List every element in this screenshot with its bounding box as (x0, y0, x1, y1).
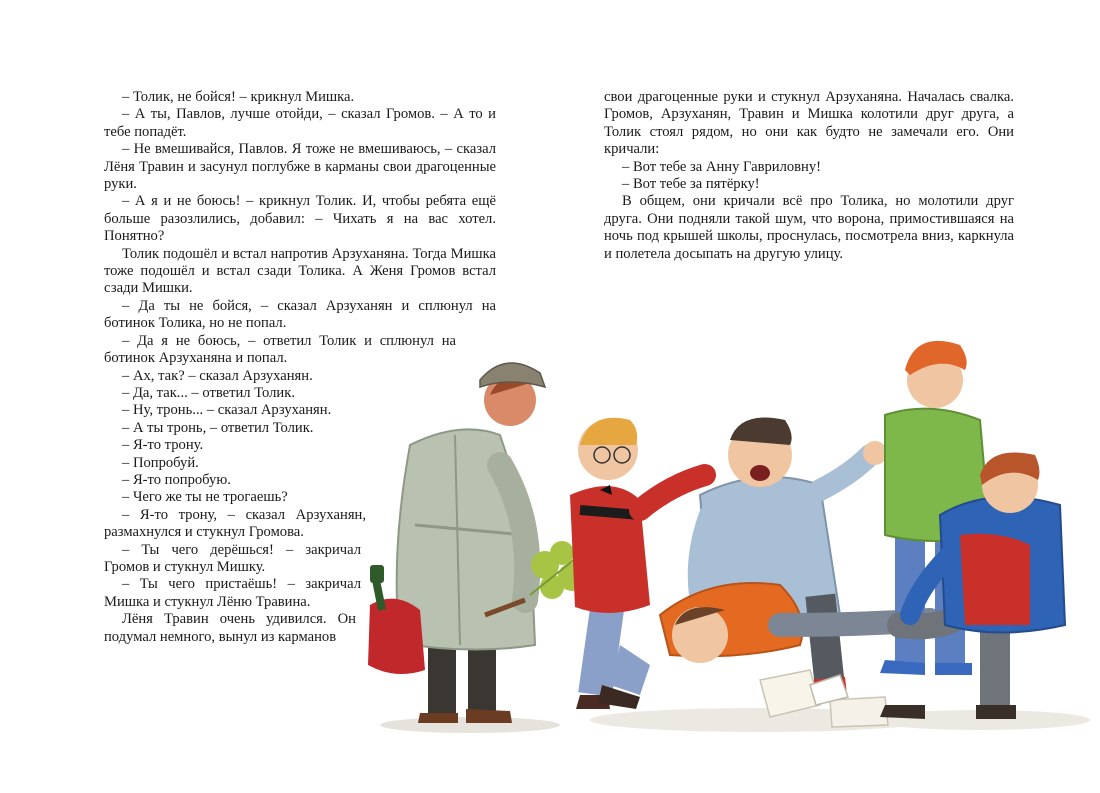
paragraph: – А я и не боюсь! – крикнул Толик. И, чтобы ребята ещё больше разозлились, добавил: – Чихать я на вас хотел. Понятно? (104, 193, 496, 245)
paragraph: – Ты чего дерёшься! – закричал Громов и стукнул Мишку. (104, 541, 361, 575)
paragraph: – Да ты не бойся, – сказал Арзуханян и сплюнул на ботинок Толика, но не попал. (104, 297, 496, 332)
paragraph: В общем, они кричали всё про Толика, но молотили друг друга. Они подняли такой шум, что ворона, примостившаяся на ночь под крышей школы, проснулась, посмотрела вниз, каркнула и полетела досыпать на другую улицу. (604, 193, 1014, 262)
paragraph: – Не вмешивайся, Павлов. Я тоже не вмешиваюсь, – сказал Лёня Травин и засунул поглубже в карманы свои драгоценные руки. (104, 141, 496, 193)
paragraph: – Вот тебе за Анну Гавриловну! (622, 158, 822, 175)
man-in-coat-figure (368, 363, 595, 723)
paragraph: – А ты, Павлов, лучше отойди, – сказал Громов. – А то и тебе попадёт. (104, 106, 496, 140)
paragraph: – Да, так... – ответил Толик. (122, 384, 295, 401)
paragraph: Толик подошёл и встал напротив Арзуханяна. Тогда Мишка тоже подошёл и встал сзади Толика. А Женя Громов встал сзади Мишки. (104, 245, 496, 297)
paragraph: – Я-то трону. (122, 437, 204, 454)
paragraph: – Да я не боюсь, – ответил Толик и сплюнул на ботинок Арзуханяна и попал. (104, 332, 456, 367)
paragraph: – Чего же ты не трогаешь? (122, 489, 288, 506)
paragraph: – Я-то трону, – сказал Арзуханян, размахнулся и стукнул Громова. (104, 506, 366, 541)
paragraph: – Ну, тронь... – сказал Арзуханян. (122, 402, 332, 419)
paragraph: – Я-то попробую. (122, 471, 231, 488)
paragraph: Лёня Травин очень удивился. Он подумал немного, вынул из карманов (104, 611, 356, 645)
paragraph: – Попробуй. (122, 454, 199, 471)
right-text-column (604, 89, 1014, 263)
paragraph: – Толик, не бойся! – крикнул Мишка. (122, 89, 355, 105)
paragraph: – Вот тебе за пятёрку! (622, 176, 760, 193)
fight-illustration (340, 325, 1100, 770)
paragraph: – Ты чего пристаёшь! – закричал Мишка и стукнул Лёню Травина. (104, 576, 361, 610)
paragraph: – Ах, так? – сказал Арзуханян. (122, 367, 313, 384)
paragraph: свои драгоценные руки и стукнул Арзуханяна. Началась свалка. Громов, Арзуханян, Травин и Мишка колотили друг друга, а Толик стоял рядом, но они как будто не замечали его. Они кричали: (604, 89, 1014, 158)
paragraph: – А ты тронь, – ответил Толик. (122, 419, 314, 436)
